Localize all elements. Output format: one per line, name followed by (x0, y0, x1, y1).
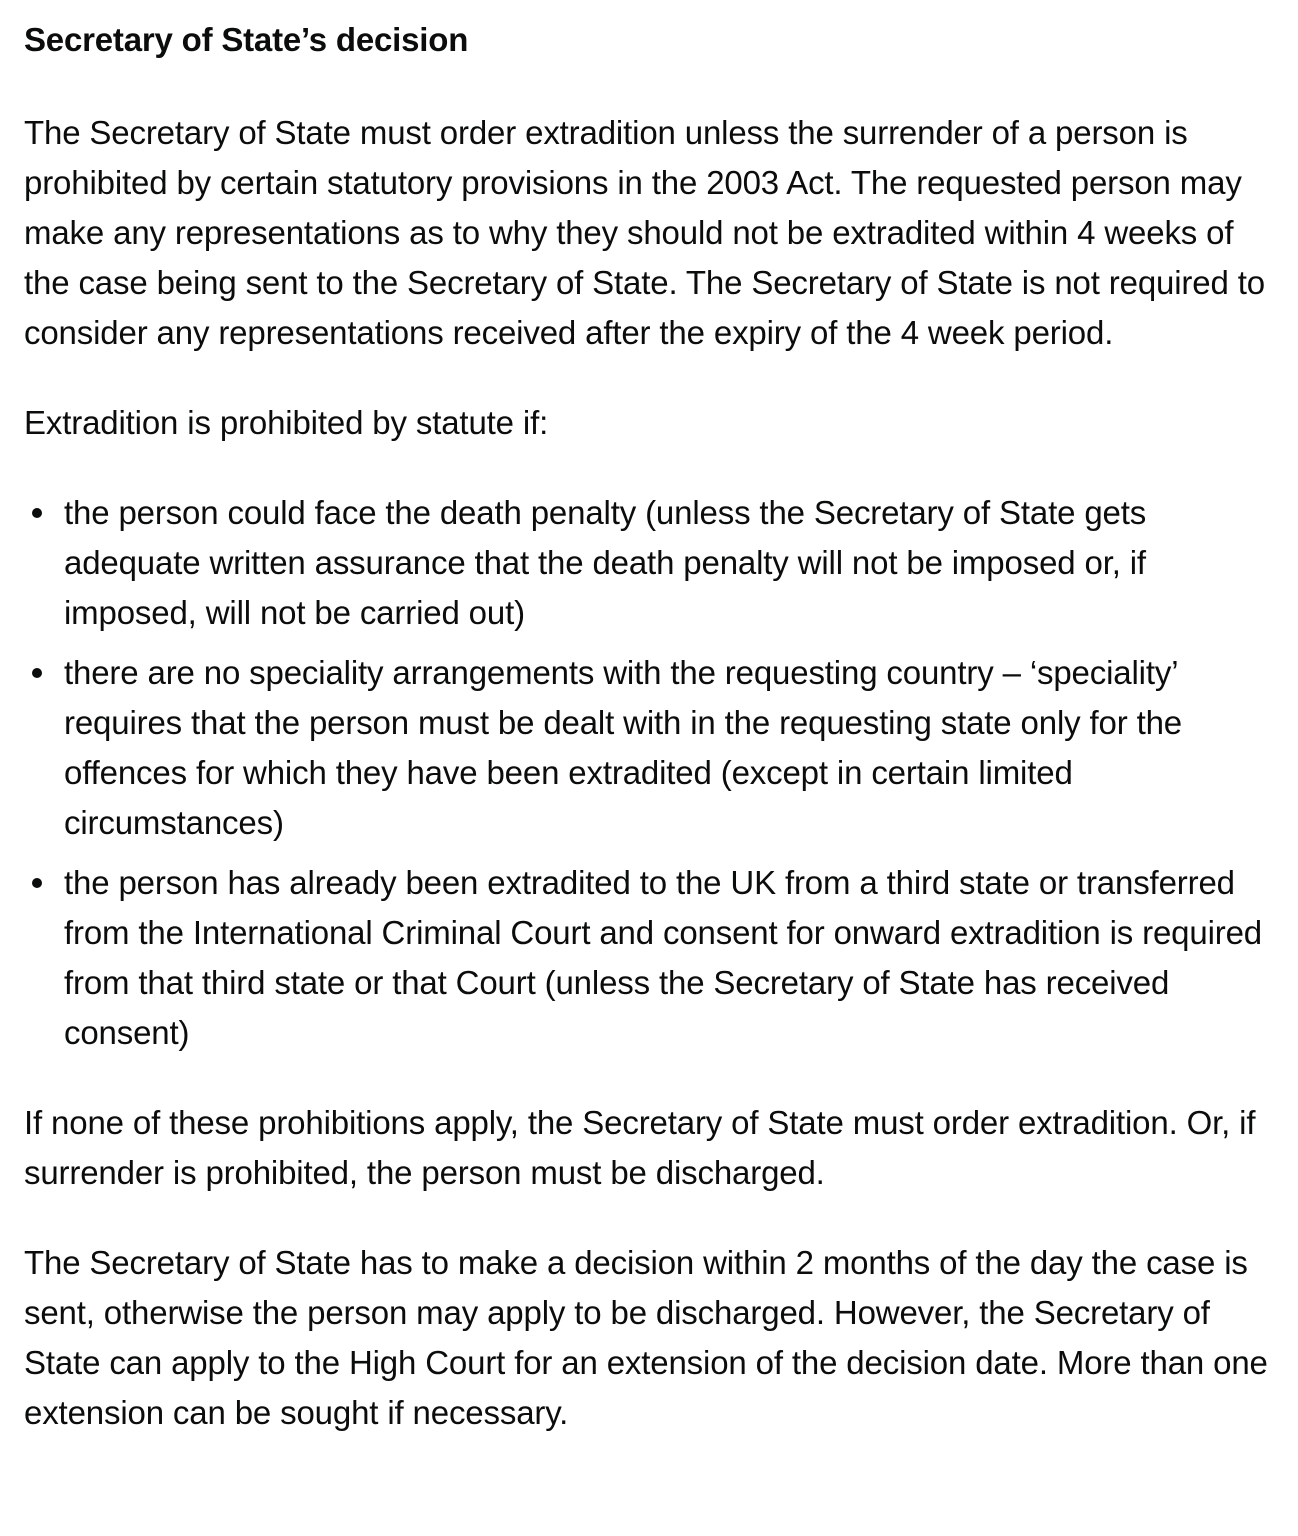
list-item (64, 648, 1286, 848)
intro-paragraph: The Secretary of State must order extradition unless the surrender of a person is prohibited by certain statutory provisions in the 2003 Act. The requested person may make any representations as to why they should not be extradited within 4 weeks of the case being sent to the Secretary of State. The Secretary of State is not required to consider any representations received after the expiry of the 4 week period. (24, 114, 1265, 351)
list-item (64, 488, 1286, 638)
list-item-text: there are no speciality arrangements with the requesting country – ‘speciality’ requires that the person must be dealt with in the requesting state only for the offences for which they have been extradited (except in certain limited circumstances) (64, 654, 1182, 841)
deadline-paragraph: The Secretary of State has to make a decision within 2 months of the day the case is sent, otherwise the person may apply to be discharged. However, the Secretary of State can apply to the High Court for an extension of the decision date. More than one extension can be sought if necessary. (24, 1244, 1268, 1431)
bullet-icon (32, 668, 42, 678)
section-heading: Secretary of State’s decision (24, 21, 469, 58)
content-section (24, 18, 1286, 1478)
outcome-paragraph: If none of these prohibitions apply, the Secretary of State must order extradition. Or, if surrender is prohibited, the person must be discharged. (24, 1104, 1256, 1191)
list-item (64, 858, 1286, 1058)
prohibitions-lead-in: Extradition is prohibited by statute if: (24, 404, 549, 441)
bullet-icon (32, 878, 42, 888)
prohibitions-list (24, 488, 1286, 1058)
list-item-text: the person has already been extradited to the UK from a third state or transferred from the International Criminal Court and consent for onward extradition is required from that third state or that Court (unless the Secretary of State has received consent) (64, 864, 1263, 1051)
list-item-text: the person could face the death penalty (unless the Secretary of State gets adequate written assurance that the death penalty will not be imposed or, if imposed, will not be carried out) (64, 494, 1147, 631)
bullet-icon (32, 508, 42, 518)
